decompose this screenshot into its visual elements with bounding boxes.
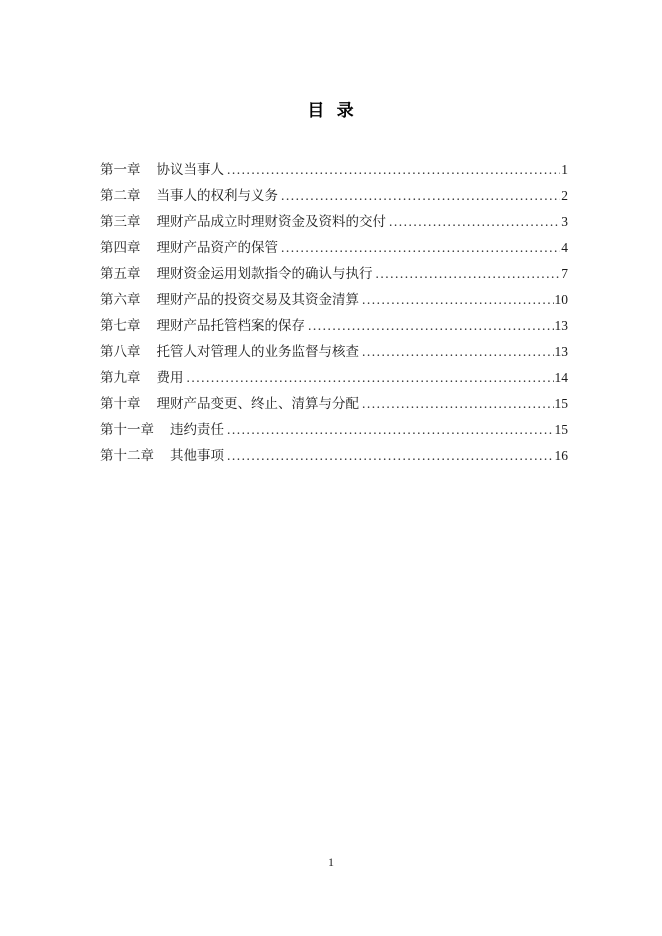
toc-entry	[100, 157, 568, 183]
toc-chapter-label: 第六章	[100, 292, 141, 307]
toc-entry-title: 费用	[156, 370, 184, 385]
toc-chapter-label: 第四章	[100, 240, 141, 255]
toc-chapter-label: 第十二章	[100, 448, 154, 463]
toc-dot-leader	[308, 313, 554, 339]
toc-entry-title: 理财产品的投资交易及其资金清算	[156, 292, 359, 307]
toc-entry-title: 当事人的权利与义务	[156, 188, 278, 203]
toc-page-number: 4	[561, 240, 568, 255]
toc-entry	[100, 417, 568, 443]
footer-page-number: 1	[328, 855, 334, 869]
toc-entry	[100, 287, 568, 313]
toc-entry-title: 违约责任	[170, 422, 224, 437]
toc-chapter-label: 第一章	[100, 162, 141, 177]
toc-page-number: 2	[561, 188, 568, 203]
toc-entry	[100, 443, 568, 469]
toc-entry-title: 理财产品变更、终止、清算与分配	[156, 396, 359, 411]
toc-dot-leader	[362, 339, 554, 365]
toc-chapter-label: 第九章	[100, 370, 141, 385]
toc-chapter-label: 第八章	[100, 344, 141, 359]
toc-entry-title: 理财产品托管档案的保存	[156, 318, 305, 333]
toc-dot-leader	[281, 183, 560, 209]
toc-entry	[100, 313, 568, 339]
toc-chapter-label: 第五章	[100, 266, 141, 281]
toc-entry-title: 其他事项	[170, 448, 224, 463]
page-title: 目 录	[307, 101, 355, 120]
toc-page-number: 16	[554, 448, 568, 463]
toc-page-number: 15	[554, 422, 568, 437]
toc-dot-leader	[227, 157, 560, 183]
toc-entry-title: 托管人对管理人的业务监督与核查	[156, 344, 359, 359]
toc-entry	[100, 339, 568, 365]
toc-entry-title: 协议当事人	[156, 162, 224, 177]
toc-entry-title: 理财资金运用划款指令的确认与执行	[156, 266, 373, 281]
toc-dot-leader	[389, 209, 560, 235]
toc-list	[100, 157, 568, 469]
toc-page-number: 13	[554, 318, 568, 333]
toc-dot-leader	[227, 443, 554, 469]
toc-entry	[100, 183, 568, 209]
toc-entry	[100, 261, 568, 287]
toc-page-number: 10	[554, 292, 568, 307]
toc-dot-leader	[362, 391, 554, 417]
toc-page-number: 14	[554, 370, 568, 385]
toc-page-number: 7	[561, 266, 568, 281]
toc-page-number: 15	[554, 396, 568, 411]
toc-dot-leader	[281, 235, 560, 261]
toc-entry	[100, 365, 568, 391]
toc-chapter-label: 第十章	[100, 396, 141, 411]
toc-page-number: 1	[561, 162, 568, 177]
toc-page-number: 3	[561, 214, 568, 229]
toc-dot-leader	[376, 261, 561, 287]
toc-entry	[100, 235, 568, 261]
toc-entry	[100, 391, 568, 417]
toc-chapter-label: 第三章	[100, 214, 141, 229]
toc-entry-title: 理财产品成立时理财资金及资料的交付	[156, 214, 386, 229]
toc-chapter-label: 第七章	[100, 318, 141, 333]
toc-page-number: 13	[554, 344, 568, 359]
toc-chapter-label: 第十一章	[100, 422, 154, 437]
toc-entry	[100, 209, 568, 235]
toc-dot-leader	[362, 287, 554, 313]
toc-dot-leader	[187, 365, 554, 391]
toc-dot-leader	[227, 417, 554, 443]
toc-chapter-label: 第二章	[100, 188, 141, 203]
toc-entry-title: 理财产品资产的保管	[156, 240, 278, 255]
